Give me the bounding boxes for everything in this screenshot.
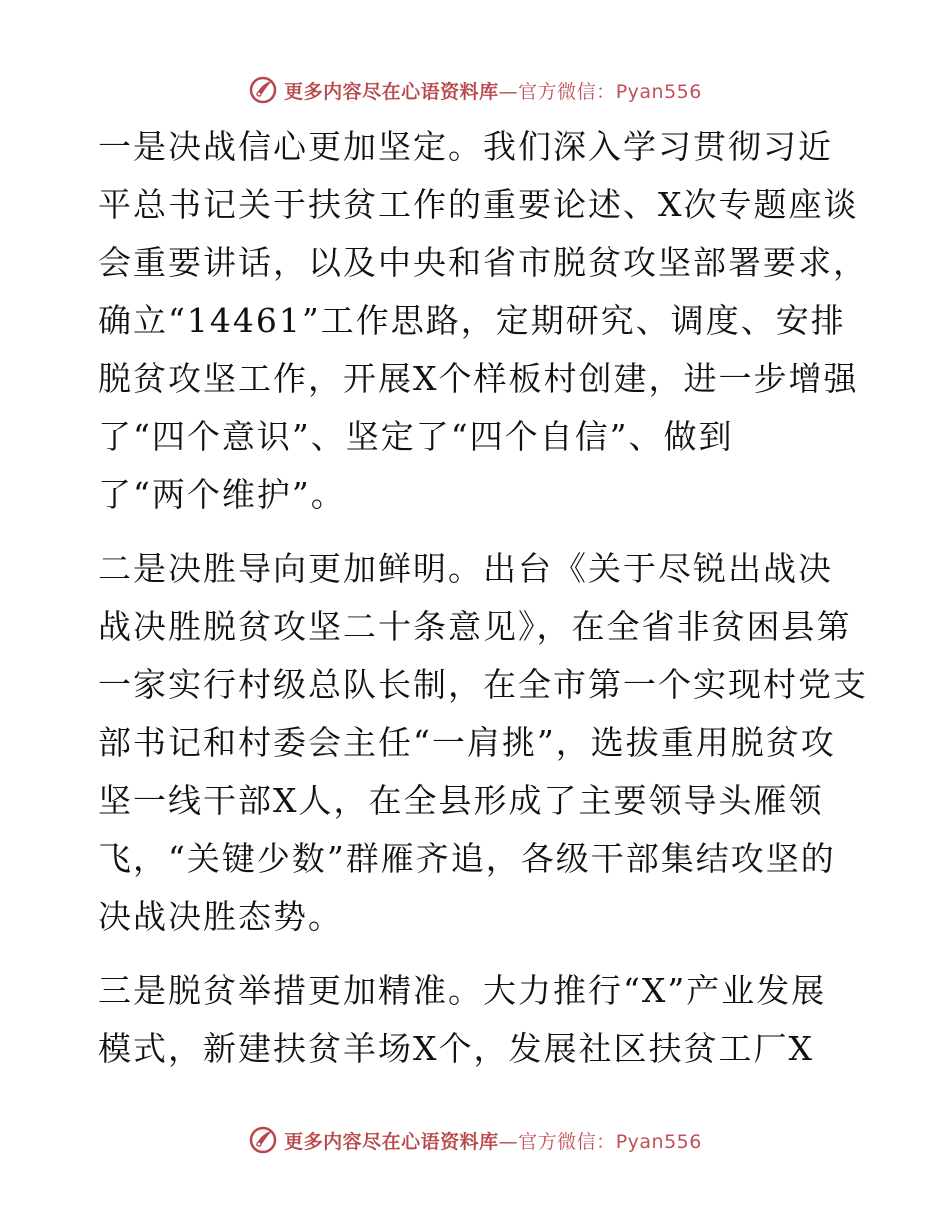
text-line: 了“两个维护”。 — [98, 475, 346, 514]
text-line: 了“四个意识”、坚定了“四个自信”、做到 — [98, 417, 734, 456]
footer-banner — [0, 1120, 950, 1160]
text-line: 二是决胜导向更加鲜明。出台《关于尽锐出战决 — [98, 549, 833, 588]
banner-text: 更多内容尽在心语资料库—官方微信：Pyan556 — [284, 1130, 702, 1153]
banner-text: 更多内容尽在心语资料库—官方微信：Pyan556 — [284, 80, 702, 103]
text-line: 飞，“关键少数”群雁齐追，各级干部集结攻坚的 — [98, 839, 836, 878]
text-line: 战决胜脱贫攻坚二十条意见》，在全省非贫困县第 — [98, 607, 852, 646]
text-line: 一是决战信心更加坚定。我们深入学习贯彻习近 — [98, 127, 833, 166]
header-banner — [0, 70, 950, 110]
text-line: 会重要讲话，以及中央和省市脱贫攻坚部署要求， — [98, 243, 868, 282]
library-logo-icon — [248, 1125, 278, 1155]
text-line: 一家实行村级总队长制，在全市第一个实现村党支 — [98, 665, 868, 704]
text-line: 决战决胜态势。 — [98, 897, 343, 936]
text-line: 平总书记关于扶贫工作的重要论述、X次专题座谈 — [98, 185, 859, 224]
text-line: 脱贫攻坚工作，开展X个样板村创建，进一步增强 — [98, 359, 859, 398]
paragraph-1 — [98, 118, 868, 524]
library-logo-icon — [248, 75, 278, 105]
text-line: 部书记和村委会主任“一肩挑”，选拔重用脱贫攻 — [98, 723, 836, 762]
text-line: 坚一线干部X人，在全县形成了主要领导头雁领 — [98, 781, 824, 820]
text-line: 三是脱贫举措更加精准。大力推行“X”产业发展 — [98, 971, 827, 1010]
text-line: 模式，新建扶贫羊场X个，发展社区扶贫工厂X — [98, 1029, 814, 1068]
paragraph-2 — [98, 540, 868, 946]
text-line: 确立“14461”工作思路，定期研究、调度、安排 — [98, 301, 846, 340]
document-body — [98, 118, 868, 1094]
paragraph-3 — [98, 962, 858, 1078]
